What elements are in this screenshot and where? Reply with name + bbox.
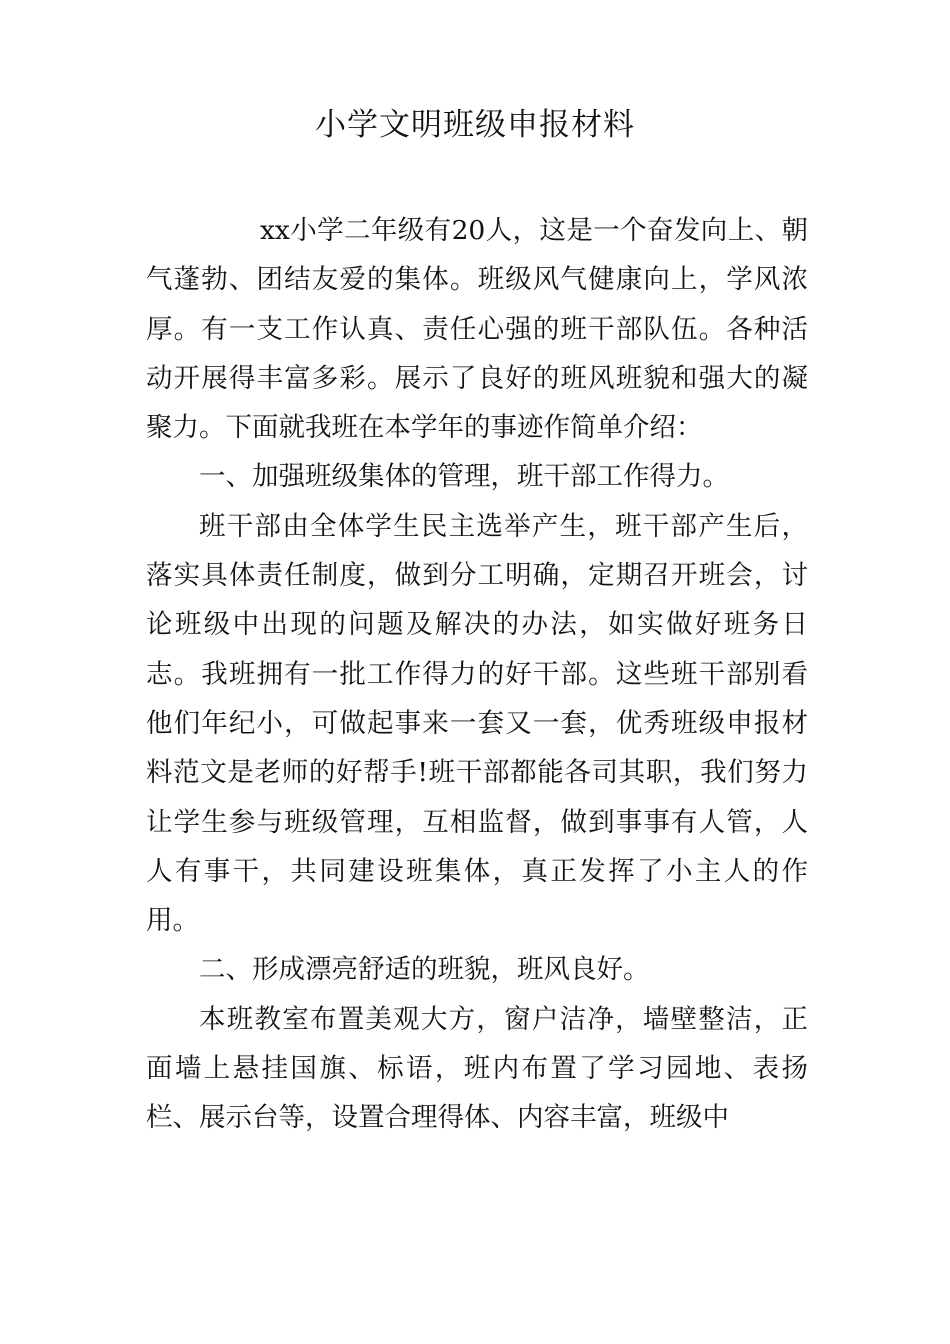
document-title: 小学文明班级申报材料: [315, 107, 635, 143]
section-heading-1: 一、加强班级集体的管理，班干部工作得力。: [199, 461, 729, 493]
paragraph-classroom: 本班教室布置美观大方，窗户洁净，墙壁整洁，正面墙上悬挂国旗、标语，班内布置了学习园地、表扬栏、展示台等，设置合理得体、内容丰富，班级中: [146, 1003, 808, 1134]
section-heading-2: 二、形成漂亮舒适的班貌，班风良好。: [199, 954, 650, 986]
document-body: [146, 206, 808, 1143]
paragraph-class-cadres: 班干部由全体学生民主选举产生，班干部产生后，落实具体责任制度，做到分工明确，定期召开班会，讨论班级中出现的问题及解决的办法，如实做好班务日志。我班拥有一批工作得力的好干部。这些班干部别看他们年纪小，可做起事来一套又一套，优秀班级申报材料范文是老师的好帮手!班干部都能各司其职，我们努力让学生参与班级管理，互相监督，做到事事有人管，人人有事干，共同建设班集体，真正发挥了小主人的作用。: [146, 510, 808, 937]
paragraph-intro: xx小学二年级有20人，这是一个奋发向上、朝气蓬勃、团结友爱的集体。班级风气健康向上，学风浓厚。有一支工作认真、责任心强的班干部队伍。各种活动开展得丰富多彩。展示了良好的班风班貌和强大的凝聚力。下面就我班在本学年的事迹作简单介绍：: [146, 215, 808, 444]
